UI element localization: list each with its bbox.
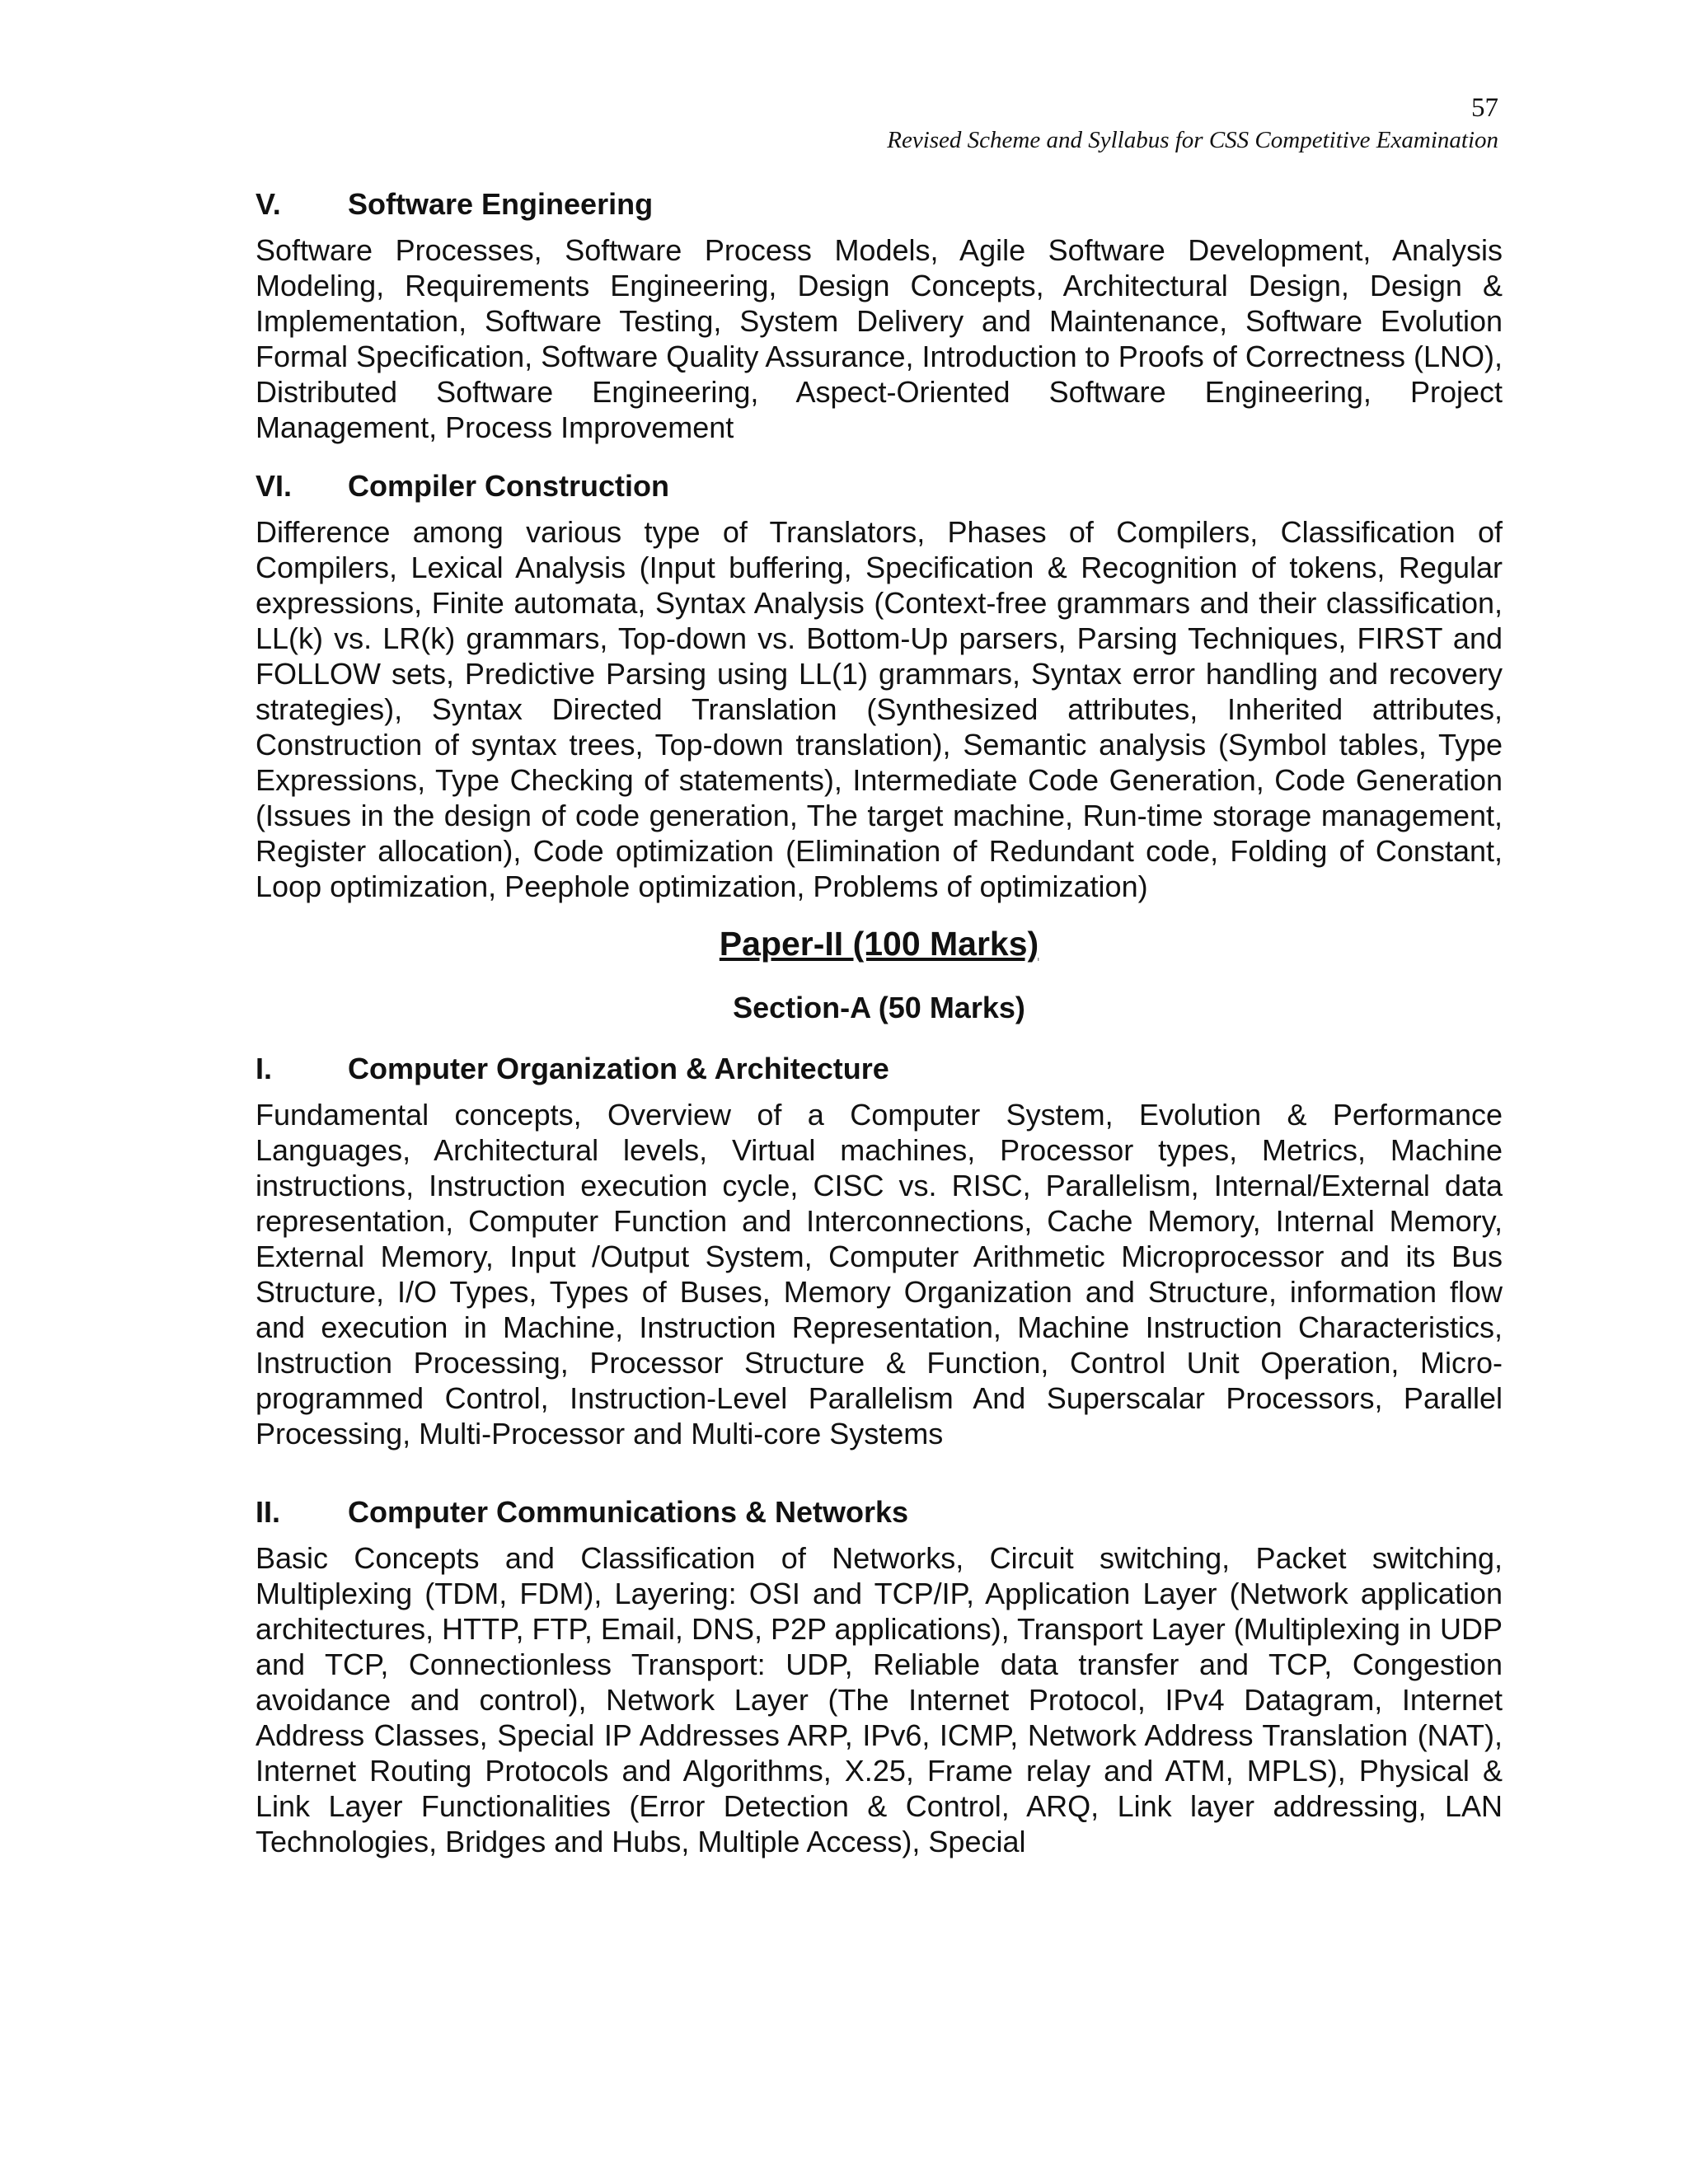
section-body-software-engineering: Software Processes, Software Process Models, Agile Software Development, Analysis Modeling, Requirements Engineering, Design Concepts, Architectural Design, Design & Implementation, Software Testing, System Delivery and Maintenance, Software Evolution Formal Specification, Software Quality Assurance, Introduction to Proofs of Correctness (LNO), Distributed Software Engineering, Aspect-Oriented Software Engineering, Project Management, Process Improvement — [256, 233, 1503, 444]
section-title: Computer Organization & Architecture — [348, 1052, 889, 1085]
section-title: Software Engineering — [348, 187, 654, 221]
section-number: I. — [256, 1052, 273, 1085]
page-header — [887, 91, 1498, 155]
section-title: Compiler Construction — [348, 469, 670, 503]
section-number: II. — [256, 1495, 281, 1529]
section-heading-computer-organization — [256, 1051, 1503, 1087]
section-body-compiler-construction: Difference among various type of Translators, Phases of Compilers, Classification of Compilers, Lexical Analysis (Input buffering, Specification & Recognition of tokens, Regular expressions, Finite automata, Syntax Analysis (Context-free grammars and their classification, LL(k) vs. LR(k) grammars, Top-down vs. Bottom-Up parsers, Parsing Techniques, FIRST and FOLLOW sets, Predictive Parsing using LL(1) grammars, Syntax error handling and recovery strategies), Syntax Directed Translation (Synthesized attributes, Inherited attributes, Construction of syntax trees, Top-down translation), Semantic analysis (Symbol tables, Type Expressions, Type Checking of statements), Intermediate Code Generation, Code Generation (Issues in the design of code generation, The target machine, Run-time storage management, Register allocation), Code optimization (Elimination of Redundant code, Folding of Constant, Loop optimization, Peephole optimization, Problems of optimization) — [256, 515, 1503, 903]
section-title: Computer Communications & Networks — [348, 1495, 909, 1529]
paper-title: Paper-II (100 Marks) — [719, 925, 1039, 963]
page-number: 57 — [1471, 93, 1498, 123]
page-content — [256, 186, 1503, 1859]
section-body-computer-networks: Basic Concepts and Classification of Networks, Circuit switching, Packet switching, Multiplexing (TDM, FDM), Layering: OSI and TCP/IP, Application Layer (Network application architectures, HTTP, FTP, Email, DNS, P2P applications), Transport Layer (Multiplexing in UDP and TCP, Connectionless Transport: UDP, Reliable data transfer and TCP, Congestion avoidance and control), Network Layer (The Internet Protocol, IPv4 Datagram, Internet Address Classes, Special IP Addresses ARP, IPv6, ICMP, Network Address Translation (NAT), Internet Routing Protocols and Algorithms, X.25, Frame relay and ATM, MPLS), Physical & Link Layer Functionalities (Error Detection & Control, ARQ, Link layer addressing, LAN Technologies, Bridges and Hubs, Multiple Access), Special — [256, 1541, 1503, 1858]
section-heading-computer-networks — [256, 1494, 1503, 1530]
paper-section-title: Section-A (50 Marks) — [733, 991, 1025, 1024]
section-heading-compiler-construction — [256, 468, 1503, 504]
section-number: V. — [256, 187, 281, 221]
running-title: Revised Scheme and Syllabus for CSS Competitive Examination — [887, 127, 1498, 153]
section-number: VI. — [256, 469, 293, 503]
section-heading-software-engineering — [256, 186, 1503, 223]
section-body-computer-organization: Fundamental concepts, Overview of a Computer System, Evolution & Performance Languages, Architectural levels, Virtual machines, Processor types, Metrics, Machine instructions, Instruction execution cycle, CISC vs. RISC, Parallelism, Internal/External data representation, Computer Function and Interconnections, Cache Memory, Internal Memory, External Memory, Input /Output System, Computer Arithmetic Microprocessor and its Bus Structure, I/O Types, Types of Buses, Memory Organization and Structure, information flow and execution in Machine, Instruction Representation, Machine Instruction Characteristics, Instruction Processing, Processor Structure & Function, Control Unit Operation, Micro-programmed Control, Instruction-Level Parallelism And Superscalar Processors, Parallel Processing, Multi-Processor and Multi-core Systems — [256, 1098, 1503, 1451]
